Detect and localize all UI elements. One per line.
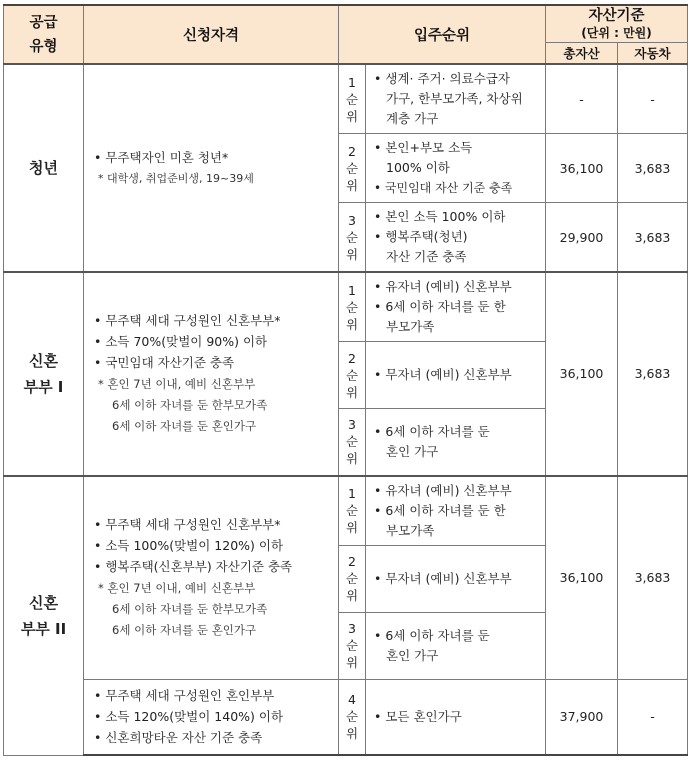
header-supply-type-line2: 유형 (29, 38, 58, 55)
header-priority: 입주순위 (339, 5, 546, 64)
total-asset-youth-rank2: 36,100 (546, 134, 618, 203)
header-asset-unit: (단위 : 만원) (581, 26, 652, 40)
car-youth-rank2: 3,683 (618, 134, 688, 203)
car-newlywed-2: 3,683 (618, 476, 688, 680)
rank-3: 3 순 위 (339, 612, 366, 679)
group-youth (4, 64, 688, 272)
rank-1: 1 순 위 (339, 476, 366, 546)
rank-3: 3 순 위 (339, 409, 366, 476)
group-newlywed-1 (4, 272, 688, 476)
rank-2: 2 순 위 (339, 342, 366, 409)
type-newlywed-2: 신혼 부부 II (4, 476, 84, 756)
housing-eligibility-table (3, 4, 688, 756)
header-asset (546, 5, 688, 43)
qual-youth (84, 64, 339, 272)
cond-newlywed2-rank3: • 6세 이하 자녀를 둔 혼인 가구 (366, 612, 546, 679)
cond-newlywed1-rank1: • 유자녀 (예비) 신혼부부 • 6세 이하 자녀를 둔 한 부모가족 (366, 272, 546, 342)
cond-newlywed2-rank1: • 유자녀 (예비) 신혼부부 • 6세 이하 자녀를 둔 한 부모가족 (366, 476, 546, 546)
qual-newlywed-1: • 무주택 세대 구성원인 신혼부부* • 소득 70%(맞벌이 90%) 이하 • 국민임대 자산기준 충족 * 혼인 7년 이내, 예비 신혼부부 6세 이하 자녀를 둔 한부모가족 6세 이하 자녀를 둔 혼인가구 (84, 272, 339, 476)
header-total-asset: 총자산 (546, 43, 618, 65)
cond-youth-rank1: • 생계· 주거· 의료수급자 가구, 한부모가족, 차상위 계층 가구 (366, 64, 546, 134)
cond-newlywed2-rank2: • 무자녀 (예비) 신혼부부 (366, 545, 546, 612)
car-newlywed-1: 3,683 (618, 272, 688, 476)
rank-1: 1 순 위 (339, 272, 366, 342)
group-newlywed-2 (4, 476, 688, 756)
type-youth: 청년 (4, 64, 84, 272)
header-supply-type (4, 5, 84, 64)
rank-1: 1 순 위 (339, 64, 366, 134)
header-eligibility: 신청자격 (84, 5, 339, 64)
header-car: 자동차 (618, 43, 688, 65)
cond-newlywed1-rank3: • 6세 이하 자녀를 둔 혼인 가구 (366, 409, 546, 476)
cond-youth-rank3: • 본인 소득 100% 이하 • 행복주택(청년) 자산 기준 충족 (366, 203, 546, 273)
cond-newlywed1-rank2: • 무자녀 (예비) 신혼부부 (366, 342, 546, 409)
qual-newlywed-2-extra: • 무주택 세대 구성원인 혼인부부 • 소득 120%(맞벌이 140%) 이하 • 신혼희망타운 자산 기준 충족 (84, 679, 339, 755)
total-asset-youth-rank3: 29,900 (546, 203, 618, 273)
header-asset-title: 자산기준 (588, 8, 645, 24)
qual-note: * 대학생, 취업준비생, 19~39세 (94, 168, 332, 190)
rank-2: 2 순 위 (339, 134, 366, 203)
type-newlywed-1: 신혼 부부 I (4, 272, 84, 476)
qual-item: • 무주택자인 미혼 청년* (94, 147, 332, 168)
rank-3: 3 순 위 (339, 203, 366, 273)
car-youth-rank1: - (618, 64, 688, 134)
total-asset-newlywed-2: 36,100 (546, 476, 618, 680)
rank-4: 4 순 위 (339, 679, 366, 755)
qual-newlywed-2: • 무주택 세대 구성원인 신혼부부* • 소득 100%(맞벌이 120%) 이하 • 행복주택(신혼부부) 자산기준 충족 * 혼인 7년 이내, 예비 신혼부부 6세 이하 자녀를 둔 한부모가족 6세 이하 자녀를 둔 혼인가구 (84, 476, 339, 680)
cond-youth-rank2: • 본인+부모 소득 100% 이하 • 국민임대 자산 기준 충족 (366, 134, 546, 203)
total-asset-newlywed-2-extra: 37,900 (546, 679, 618, 755)
header-supply-type-line1: 공급 (29, 14, 58, 31)
cond-newlywed2-rank4: • 모든 혼인가구 (366, 679, 546, 755)
total-asset-youth-rank1: - (546, 64, 618, 134)
total-asset-newlywed-1: 36,100 (546, 272, 618, 476)
rank-2: 2 순 위 (339, 545, 366, 612)
car-youth-rank3: 3,683 (618, 203, 688, 273)
car-newlywed-2-extra: - (618, 679, 688, 755)
